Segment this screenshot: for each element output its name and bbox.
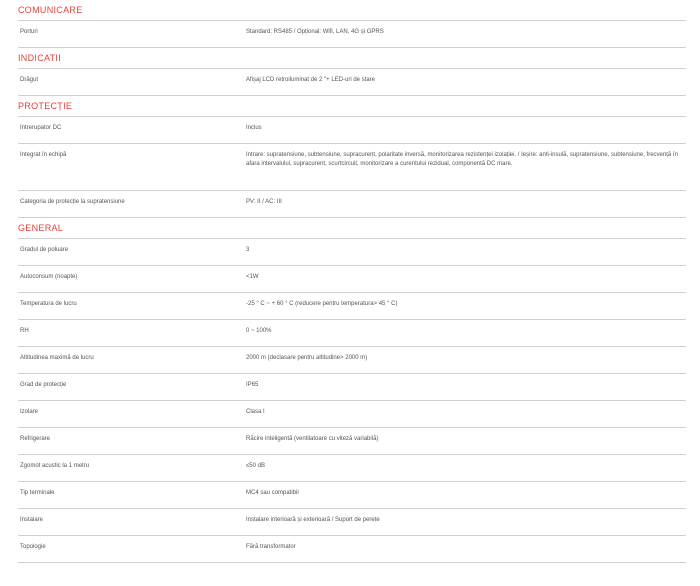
row-label: Autoconsum (noapte)	[20, 274, 78, 280]
table-row	[18, 428, 686, 455]
table-row	[18, 69, 686, 96]
table-row	[18, 455, 686, 482]
section-general	[18, 218, 686, 563]
table-row	[18, 320, 686, 347]
row-value: Afișaj LCD retroiluminat de 2 "+ LED-uri de stare	[246, 77, 376, 83]
row-label: RH	[20, 328, 29, 334]
row-value: 2000 m (declasare pentru altitudine> 2000 m)	[246, 355, 368, 361]
section-comunicare	[18, 0, 686, 48]
row-value: ≤50 dB	[246, 463, 265, 469]
row-label: Intrerupator DC	[20, 125, 62, 131]
section-title: COMUNICARE	[18, 0, 686, 21]
table-row	[18, 374, 686, 401]
row-label: Topologie	[20, 544, 46, 550]
row-label: Izolare	[20, 409, 39, 415]
row-value: Instalare interioară și exterioară / Suport de perete	[246, 517, 380, 523]
row-value: Fără transformator	[246, 544, 296, 550]
table-row	[18, 509, 686, 536]
row-value: -25 ° C ~ + 60 ° C (reducere pentru temperatura> 45 ° C)	[246, 301, 398, 307]
row-label: Drăgut	[20, 77, 39, 83]
table-row	[18, 239, 686, 266]
table-row	[18, 266, 686, 293]
row-label: Porturi	[20, 29, 38, 35]
table-row	[18, 293, 686, 320]
row-value: Clasa I	[246, 409, 265, 415]
table-row	[18, 536, 686, 563]
table-row	[18, 117, 686, 144]
section-protectie	[18, 96, 686, 218]
row-label: Grad de protecție	[20, 382, 67, 388]
table-row	[18, 191, 686, 218]
row-label: Refrigerare	[20, 436, 51, 442]
row-value: Standard: RS485 / Opțional: Wifi, LAN, 4G și GPRS	[246, 29, 384, 35]
table-row	[18, 401, 686, 428]
row-value: 3	[246, 247, 250, 253]
row-label: Altitudinea maximă de lucru	[20, 355, 94, 361]
section-title: INDICATII	[18, 48, 686, 69]
row-label: Integrat în echipă	[20, 152, 67, 158]
section-title: GENERAL	[18, 218, 686, 239]
table-row	[18, 482, 686, 509]
section-title: PROTECȚIE	[18, 96, 686, 117]
row-label: Zgomot acustic la 1 metru	[20, 463, 90, 469]
row-label: Gradul de poluare	[20, 247, 69, 253]
row-value: <1W	[246, 274, 259, 280]
row-label: Categoria de protecție la supratensiune	[20, 199, 125, 205]
row-value: PV: II / AC: III	[246, 199, 282, 205]
row-label: Instalare	[20, 517, 44, 523]
row-label: Temperatura de lucru	[20, 301, 77, 307]
row-value: MC4 sau compatibil	[246, 490, 299, 496]
row-value: Intrare: supratensiune, subtensiune, supracurent, polaritate inversă, monitorizarea rezistenței izolației. / Ieșire: anti-insulă, supratensiune, subtensiune, frecvență în afara intervalului, supracurent, scurtcircuit, monitorizare a curentului rezidual, componentă DC mare.	[246, 152, 678, 167]
table-row	[18, 144, 686, 191]
row-value: 0 ~ 100%	[246, 328, 272, 334]
row-value: Inclus	[246, 125, 262, 131]
table-row	[18, 347, 686, 374]
row-value: IP65	[246, 382, 259, 388]
table-row	[18, 21, 686, 48]
section-indicatii	[18, 48, 686, 96]
row-value: Răcire inteligentă (ventilatoare cu viteză variabilă)	[246, 436, 379, 442]
row-label: Tip terminale	[20, 490, 55, 496]
